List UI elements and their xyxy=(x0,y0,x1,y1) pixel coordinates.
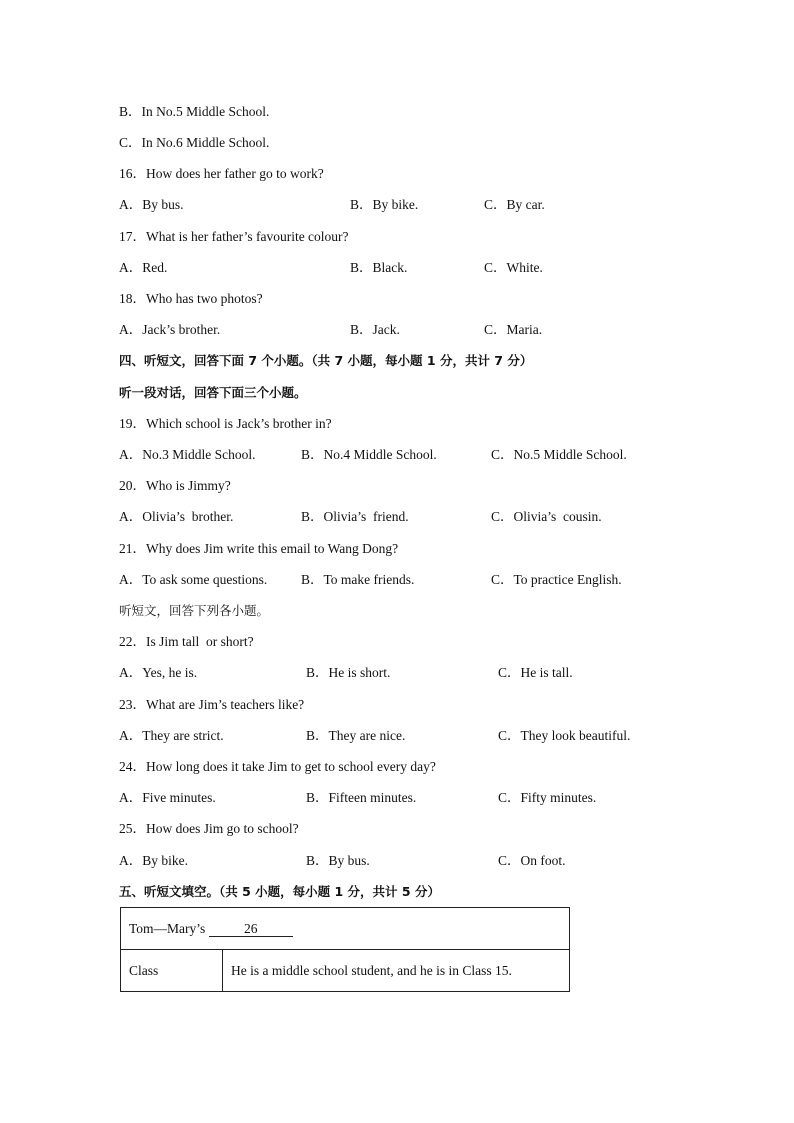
section-4-heading: 四、听短文，回答下面 7 个小题。（共 7 小题，每小题 1 分，共计 7 分） xyxy=(119,353,533,368)
q19-option-c: C．No.5 Middle School. xyxy=(491,447,627,462)
question-18: 18．Who has two photos? xyxy=(119,291,263,306)
q16-option-c: C．By car. xyxy=(484,197,545,212)
q24-option-c: C．Fifty minutes. xyxy=(498,790,597,805)
q16-option-b: B．By bike. xyxy=(350,197,419,212)
q25-option-c: C．On foot. xyxy=(498,853,566,868)
q17-option-c: C．White. xyxy=(484,260,543,275)
question-25: 25．How does Jim go to school? xyxy=(119,821,299,836)
table-row xyxy=(121,950,570,992)
question-22: 22．Is Jim tall or short? xyxy=(119,634,254,649)
q25-option-a: A．By bike. xyxy=(119,853,188,868)
q23-option-a: A．They are strict. xyxy=(119,728,224,743)
q18-option-a: A．Jack’s brother. xyxy=(119,322,221,337)
row-label: Tom—Mary’s xyxy=(129,920,206,936)
question-17: 17．What is her father’s favourite colour? xyxy=(119,229,349,244)
q21-option-c: C．To practice English. xyxy=(491,572,622,587)
q16-option-a: A．By bus. xyxy=(119,197,184,212)
q20-option-a: A．Olivia’s brother. xyxy=(119,509,234,524)
q23-option-c: C．They look beautiful. xyxy=(498,728,631,743)
section-4-subheading-2: 听短文，回答下列各小题。 xyxy=(119,603,270,618)
option-c-line: C．In No.6 Middle School. xyxy=(119,135,270,150)
section-4-subheading: 听一段对话，回答下面三个小题。 xyxy=(119,385,307,400)
q21-option-a: A．To ask some questions. xyxy=(119,572,268,587)
question-20: 20．Who is Jimmy? xyxy=(119,478,231,493)
question-24: 24．How long does it take Jim to get to school every day? xyxy=(119,759,436,774)
row-value-cell: He is a middle school student, and he is in Class 15. xyxy=(223,950,570,992)
q19-option-a: A．No.3 Middle School. xyxy=(119,447,256,462)
q17-option-a: A．Red. xyxy=(119,260,168,275)
table-cell xyxy=(121,908,570,950)
question-16: 16．How does her father go to work? xyxy=(119,166,324,181)
q22-option-a: A．Yes, he is. xyxy=(119,665,198,680)
q20-option-b: B．Olivia’s friend. xyxy=(301,509,409,524)
q18-option-b: B．Jack. xyxy=(350,322,400,337)
row-label-cell: Class xyxy=(121,950,223,992)
q23-option-b: B．They are nice. xyxy=(306,728,406,743)
section-5-heading: 五、听短文填空。（共 5 小题，每小题 1 分，共计 5 分） xyxy=(119,884,440,899)
q20-option-c: C．Olivia’s cousin. xyxy=(491,509,602,524)
q22-option-b: B．He is short. xyxy=(306,665,391,680)
question-21: 21．Why does Jim write this email to Wang Dong? xyxy=(119,541,399,556)
fill-in-table xyxy=(120,907,570,992)
q19-option-b: B．No.4 Middle School. xyxy=(301,447,437,462)
table-row xyxy=(121,908,570,950)
question-23: 23．What are Jim’s teachers like? xyxy=(119,697,305,712)
q24-option-b: B．Fifteen minutes. xyxy=(306,790,417,805)
q25-option-b: B．By bus. xyxy=(306,853,370,868)
option-b-line: B．In No.5 Middle School. xyxy=(119,104,270,119)
q21-option-b: B．To make friends. xyxy=(301,572,415,587)
answer-blank-26[interactable]: 26 xyxy=(209,922,293,937)
question-19: 19．Which school is Jack’s brother in? xyxy=(119,416,332,431)
q24-option-a: A．Five minutes. xyxy=(119,790,216,805)
q22-option-c: C．He is tall. xyxy=(498,665,573,680)
q17-option-b: B．Black. xyxy=(350,260,408,275)
q18-option-c: C．Maria. xyxy=(484,322,543,337)
